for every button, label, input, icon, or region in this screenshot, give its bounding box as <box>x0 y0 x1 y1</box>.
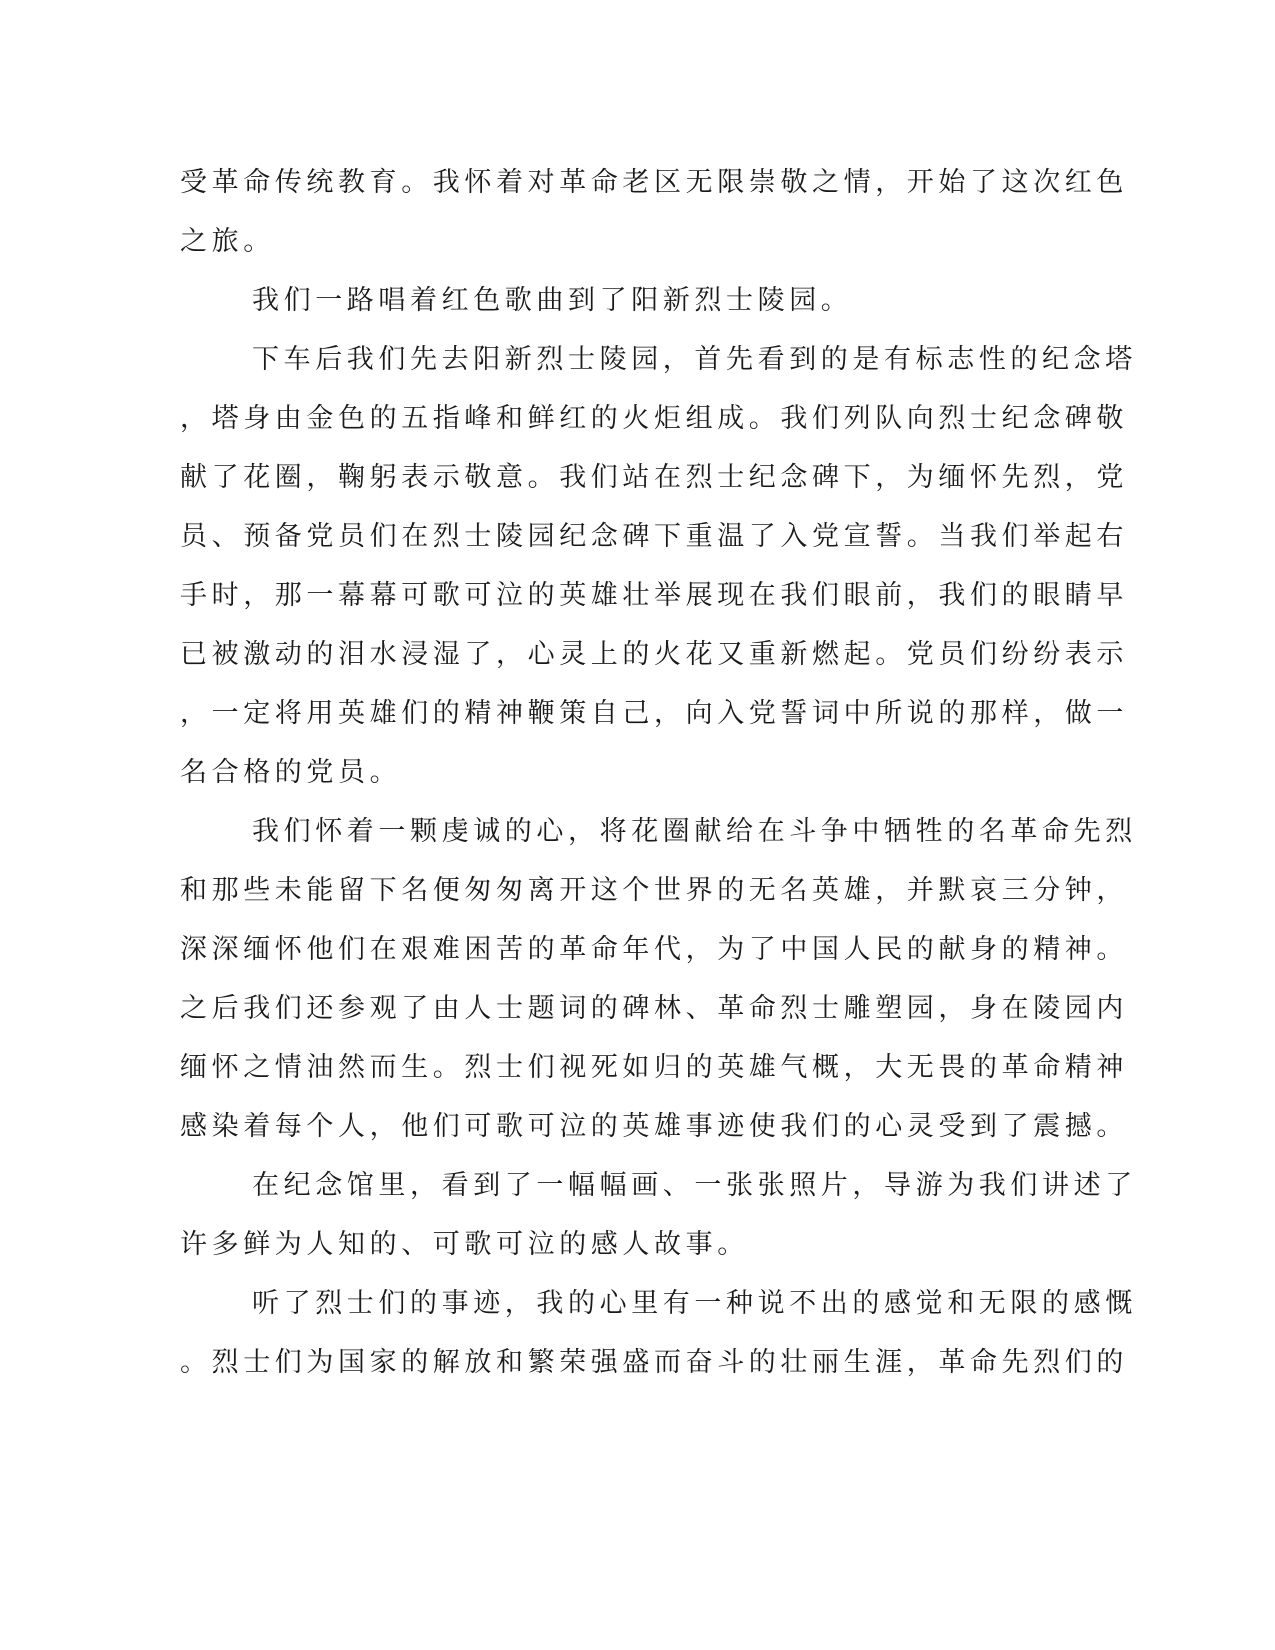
text-line: 我们怀着一颗虔诚的心，将花圈献给在斗争中牺牲的名革命先烈 <box>252 816 1137 847</box>
text-line: 之旅。 <box>180 226 275 257</box>
text-line: 手时，那一幕幕可歌可泣的英雄壮举展现在我们眼前，我们的眼睛早 <box>180 580 1128 611</box>
text-line: 许多鲜为人知的、可歌可泣的感人故事。 <box>180 1229 749 1260</box>
text-line: 受革命传统教育。我怀着对革命老区无限崇敬之情，开始了这次红色 <box>180 167 1128 198</box>
paragraph-4 <box>180 802 1137 1156</box>
text-line: 下车后我们先去阳新烈士陵园，首先看到的是有标志性的纪念塔 <box>252 344 1137 375</box>
text-line: 听了烈士们的事迹，我的心里有一种说不出的感觉和无限的感慨 <box>252 1288 1137 1319</box>
paragraph-2 <box>180 271 1050 330</box>
text-line: 我们一路唱着红色歌曲到了阳新烈士陵园。 <box>252 285 853 316</box>
text-line: 和那些未能留下名便匆匆离开这个世界的无名英雄，并默哀三分钟， <box>180 875 1128 906</box>
paragraph-5 <box>180 1156 1137 1274</box>
text-line: 名合格的党员。 <box>180 757 402 788</box>
text-line: 已被激动的泪水浸湿了，心灵上的火花又重新燃起。党员们纷纷表示 <box>180 639 1128 670</box>
text-line: 。烈士们为国家的解放和繁荣强盛而奋斗的壮丽生涯，革命先烈们的 <box>180 1347 1128 1378</box>
document-body <box>180 153 1137 1392</box>
paragraph-1 <box>180 153 1128 271</box>
text-line: 感染着每个人，他们可歌可泣的英雄事迹使我们的心灵受到了震撼。 <box>180 1111 1128 1142</box>
text-line: ，塔身由金色的五指峰和鲜红的火炬组成。我们列队向烈士纪念碑敬 <box>180 403 1128 434</box>
text-line: 缅怀之情油然而生。烈士们视死如归的英雄气概，大无畏的革命精神 <box>180 1052 1128 1083</box>
text-line: 员、预备党员们在烈士陵园纪念碑下重温了入党宣誓。当我们举起右 <box>180 521 1128 552</box>
text-line: 在纪念馆里，看到了一幅幅画、一张张照片，导游为我们讲述了 <box>252 1170 1137 1201</box>
text-line: 献了花圈，鞠躬表示敬意。我们站在烈士纪念碑下，为缅怀先烈，党 <box>180 462 1128 493</box>
paragraph-3 <box>180 330 1137 802</box>
text-line: 深深缅怀他们在艰难困苦的革命年代，为了中国人民的献身的精神。 <box>180 934 1128 965</box>
text-line: ，一定将用英雄们的精神鞭策自己，向入党誓词中所说的那样，做一 <box>180 698 1128 729</box>
paragraph-6 <box>180 1274 1137 1392</box>
text-line: 之后我们还参观了由人士题词的碑林、革命烈士雕塑园，身在陵园内 <box>180 993 1128 1024</box>
